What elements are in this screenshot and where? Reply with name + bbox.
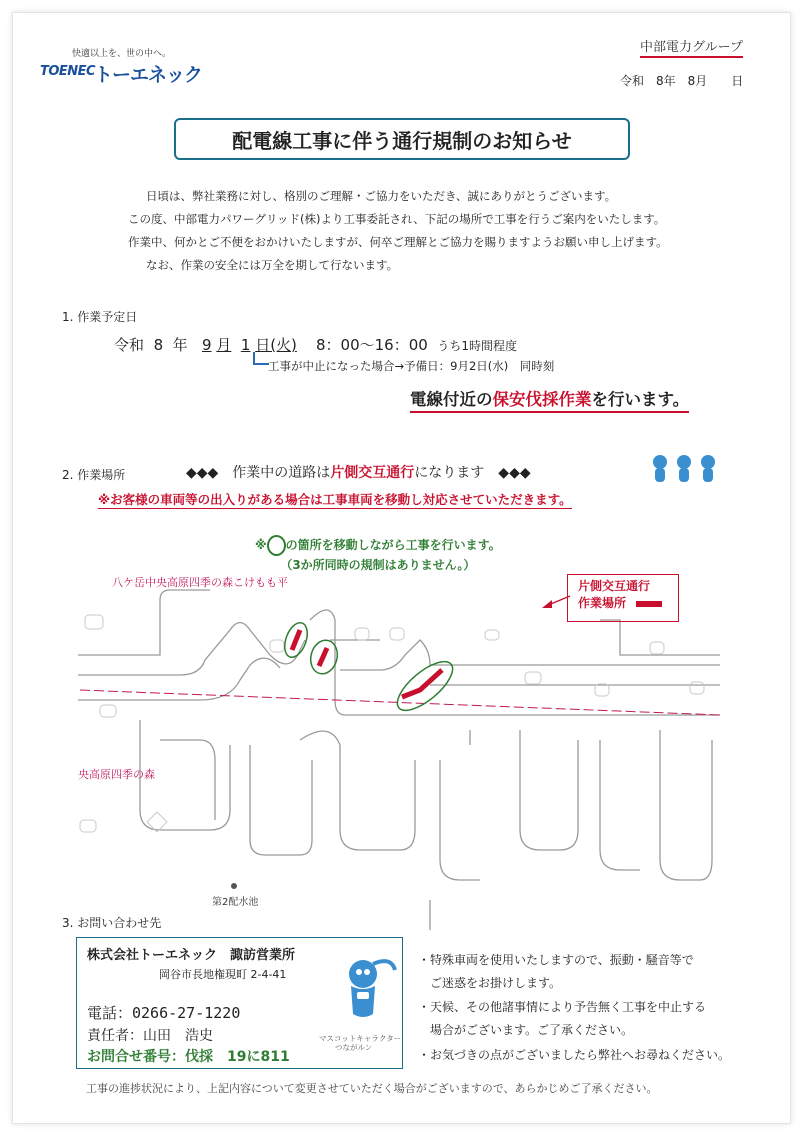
contact-box — [76, 937, 403, 1069]
circle-notice: ※ の箇所を移動しながら工事を行います。 （3か所同時の規制はありません。） — [255, 535, 501, 573]
work-area-swatch — [636, 601, 662, 607]
mascot-icon — [331, 956, 411, 1036]
mascot-name: つながルン — [335, 1043, 373, 1052]
inquiry-number: お問合せ番号：伐採 19に811 — [87, 1049, 290, 1065]
vehicle-notice: ※お客様の車両等の出入りがある場合は工事車両を移動し対応させていただきます。 — [98, 492, 572, 507]
map-label-left: 央高原四季の森 — [78, 768, 155, 781]
group-name: 中部電力グループ — [640, 36, 743, 58]
note-line-1: ・特殊車両を使用いたしますので、振動・騒音等で — [418, 953, 694, 967]
footer-note: 工事の進捗状況により、上記内容について変更させていただく場合がございますので、あらかじめご了承ください。 — [86, 1082, 658, 1095]
page-title: 配電線工事に伴う通行規制のお知らせ — [174, 118, 630, 160]
traffic-notice: ◆◆◆ 作業中の道路は片側交互通行になります ◆◆◆ — [186, 465, 531, 481]
contact-person: 責任者：山田 浩史 — [87, 1028, 213, 1044]
schedule-heading: 1. 作業予定日 — [62, 310, 138, 324]
contact-heading: 3. お問い合わせ先 — [62, 916, 162, 930]
note-line-3: ・天候、その他諸事情により予告無く工事を中止する — [418, 1000, 707, 1014]
schedule-date: 令和 8 年 9 月 1 日(火) 8：00～16：00 うち1時間程度 — [114, 336, 517, 354]
note-line-4: 場合がございます。ご了承ください。 — [418, 1023, 634, 1037]
company-logo-jp: トーエネック — [94, 64, 203, 86]
map-legend: 片側交互通行 作業場所 — [567, 574, 679, 622]
contact-address: 岡谷市長地権現町 2-4-41 — [159, 968, 287, 981]
contact-company: 株式会社トーエネック 諏訪営業所 — [87, 948, 296, 963]
intro-line-3: 作業中、何かとご不便をおかけいたしますが、何卒ご理解とご協力を賜りますようお願い申し上げます。 — [128, 235, 668, 249]
map-label-bottom: 第2配水池 — [212, 897, 259, 908]
work-type: 電線付近の保安伐採作業を行います。 — [410, 386, 689, 413]
circle-marker-icon — [267, 535, 286, 556]
notice-date: 令和 8年 8月 日 — [620, 74, 744, 88]
location-heading: 2. 作業場所 — [62, 468, 126, 482]
intro-line-1: 日頃は、弊社業務に対し、格別のご理解・ご協力をいただき、誠にありがとうございます。 — [146, 189, 617, 203]
company-tagline: 快適以上を、世の中へ。 — [72, 49, 172, 59]
fallback-arrow-icon — [253, 352, 269, 365]
intro-line-4: なお、作業の安全には万全を期して行ないます。 — [146, 258, 399, 272]
fallback-date: 工事が中止になった場合→予備日：9月2日(水) 同時刻 — [268, 359, 555, 373]
note-line-5: ・お気づきの点がございましたら弊社へお尋ねください。 — [418, 1048, 731, 1062]
note-line-2: ご迷惑をお掛けします。 — [418, 976, 562, 990]
map-label-top: 八ケ岳中央高原四季の森こけもも平 — [112, 576, 288, 589]
contact-phone: 電話：0266-27-1220 — [87, 1004, 241, 1022]
mascot-caption: マスコットキャラクター — [319, 1034, 402, 1043]
company-logo-en: TOENEC — [40, 64, 96, 79]
intro-line-2: この度、中部電力パワーグリッド(株)より工事委託され、下記の場所で工事を行うご案内をいたします。 — [128, 212, 666, 226]
